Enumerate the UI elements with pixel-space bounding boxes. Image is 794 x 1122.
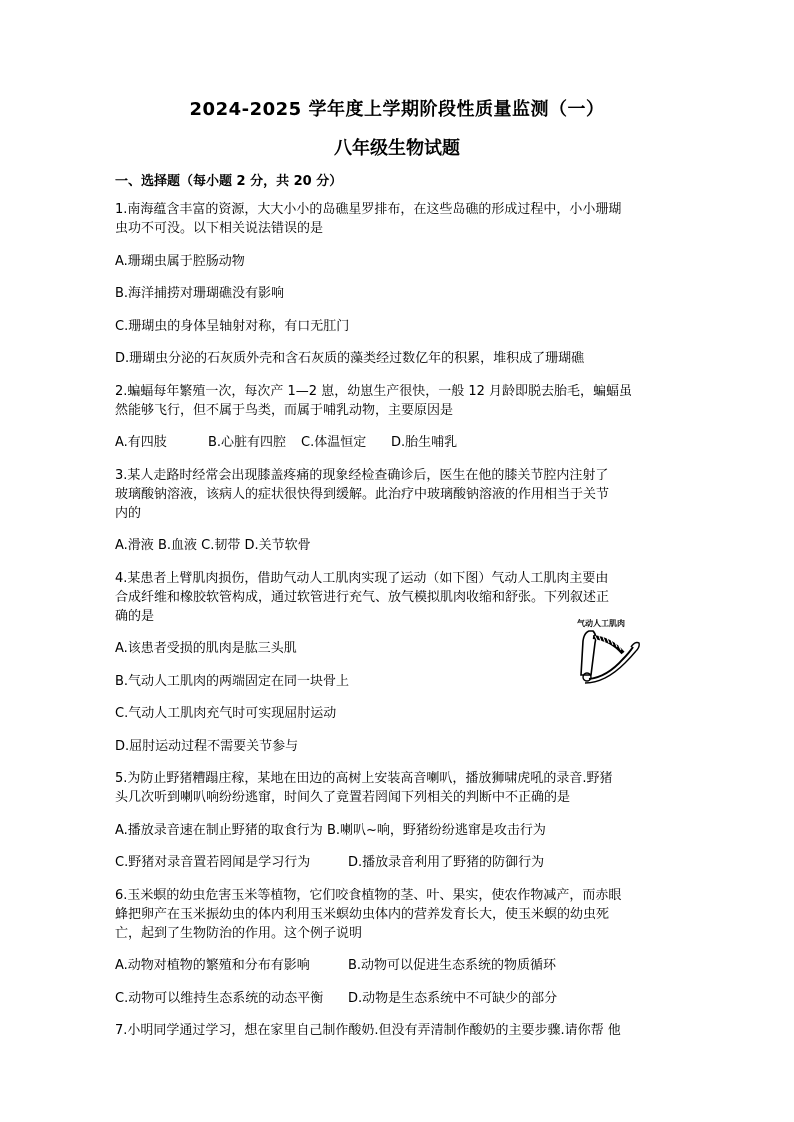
option-c: C.动物可以维持生态系统的动态平衡 xyxy=(115,990,324,1006)
option-c: C.气动人工肌肉充气时可实现屈肘运动 xyxy=(115,706,337,721)
option-b: B.心脏有四腔 xyxy=(208,435,287,450)
option-c: C.野猪对录音置若罔闻是学习行为 xyxy=(115,855,311,870)
question-6 xyxy=(115,886,685,1008)
question-1 xyxy=(115,200,685,368)
option-c: C.珊瑚虫的身体呈轴射对称，有口无肛门 xyxy=(115,318,350,334)
option-d: D.珊瑚虫分泌的石灰质外壳和含石灰质的藻类经过数亿年的积累，堆积成了珊瑚礁 xyxy=(115,351,585,366)
exam-subtitle: 八年级生物试题 xyxy=(334,138,460,159)
option-row xyxy=(115,536,685,555)
option-d: D.胎生哺乳 xyxy=(391,435,458,450)
question-stem-line: 玻璃酸钠溶液，该病人的症状很快得到缓解。此治疗中玻璃酸钠溶液的作用相当于关节 xyxy=(115,486,610,502)
option-row xyxy=(115,956,685,975)
option-c: C.韧带 xyxy=(201,538,241,553)
option-row xyxy=(115,821,685,840)
question-stem-line: 虫功不可没。以下相关说法错误的是 xyxy=(115,221,324,236)
option-a: A.该患者受损的肌肉是肱三头肌 xyxy=(115,641,297,656)
question-3 xyxy=(115,466,685,556)
option-b: B.海洋捕捞对珊瑚礁没有影响 xyxy=(115,286,285,301)
question-stem-line: 7.小明同学通过学习，想在家里自己制作酸奶.但没有弄清制作酸奶的主要步骤.请你帮 他 xyxy=(115,1023,621,1038)
option-b: B.动物可以促进生态系统的物质循环 xyxy=(348,958,557,973)
question-stem-line: 头几次听到喇叭响纷纷逃窜，时间久了竟置若罔闻下列相关的判断中不正确的是 xyxy=(115,790,571,805)
option-row xyxy=(115,989,685,1008)
artificial-muscle-arm-figure xyxy=(573,617,641,687)
option-b: B.血液 xyxy=(157,538,198,553)
question-7 xyxy=(115,1021,685,1040)
option-a: A.播放录音速在制止野猪的取食行为 xyxy=(115,822,323,838)
section-heading: 一、选择题（每小题 2 分，共 20 分） xyxy=(115,174,343,189)
figure-label: 气动人工肌肉 xyxy=(577,619,625,628)
option-row xyxy=(115,853,685,872)
question-5 xyxy=(115,769,685,872)
exam-title: 2024-2025 学年度上学期阶段性质量监测（一） xyxy=(189,99,605,120)
question-stem-line: 亡，起到了生物防治的作用。这个例子说明 xyxy=(115,925,363,941)
option-d: D.播放录音利用了野猪的防御行为 xyxy=(348,855,545,870)
question-stem-line: 合成纤维和橡胶软管构成，通过软管进行充气、放气模拟肌肉收缩和舒张。下列叙述正 xyxy=(115,589,610,605)
question-stem-line: 然能够飞行，但不属于鸟类，而属于哺乳动物，主要原因是 xyxy=(115,402,454,418)
question-stem-line: 4.某患者上臂肌肉损伤，借助气动人工肌肉实现了运动（如下图）气动人工肌肉主要由 xyxy=(115,570,609,586)
option-a: A.动物对植物的繁殖和分布有影响 xyxy=(115,958,310,973)
question-stem-line: 5.为防止野猪糟蹋庄稼，某地在田边的高树上安装高音喇叭，播放狮啸虎吼的录音.野猪 xyxy=(115,771,613,786)
question-stem-line: 3.某人走路时经常会出现膝盖疼痛的现象经检查确诊后，医生在他的膝关节腔内注射了 xyxy=(115,467,609,483)
option-a: A.珊瑚虫属于腔肠动物 xyxy=(115,253,245,269)
question-stem-line: 6.玉米螟的幼虫危害玉米等植物，它们咬食植物的茎、叶、果实，使农作物减产，而赤眼 xyxy=(115,887,622,903)
option-row xyxy=(115,433,685,452)
question-2 xyxy=(115,382,685,453)
option-b: B.气动人工肌肉的两端固定在同一块骨上 xyxy=(115,673,350,689)
question-stem-line: 蜂把卵产在玉米振幼虫的体内利用玉米螟幼虫体内的营养发育长大，使玉米螟的幼虫死 xyxy=(115,906,610,922)
option-a: A.滑液 xyxy=(115,538,154,553)
option-d: D.动物是生态系统中不可缺少的部分 xyxy=(348,990,558,1006)
question-stem-line: 2.蝙蝠每年繁殖一次，每次产 1—2 崽，幼崽生产很快，一般 12 月龄即脱去胎毛，蝙蝠虽 xyxy=(115,383,633,399)
option-b: B.喇叭~响，野猪纷纷逃窜是攻击行为 xyxy=(326,822,546,838)
question-stem-line: 内的 xyxy=(115,505,142,521)
option-a: A.有四肢 xyxy=(115,435,167,450)
option-d: D.关节软骨 xyxy=(244,538,311,553)
option-d: D.屈肘运动过程不需要关节参与 xyxy=(115,738,299,754)
option-c: C.体温恒定 xyxy=(301,435,367,450)
question-stem-line: 确的是 xyxy=(115,608,155,624)
question-stem-line: 1.南海蕴含丰富的资源，大大小小的岛礁星罗排布，在这些岛礁的形成过程中，小小珊瑚 xyxy=(115,202,622,217)
